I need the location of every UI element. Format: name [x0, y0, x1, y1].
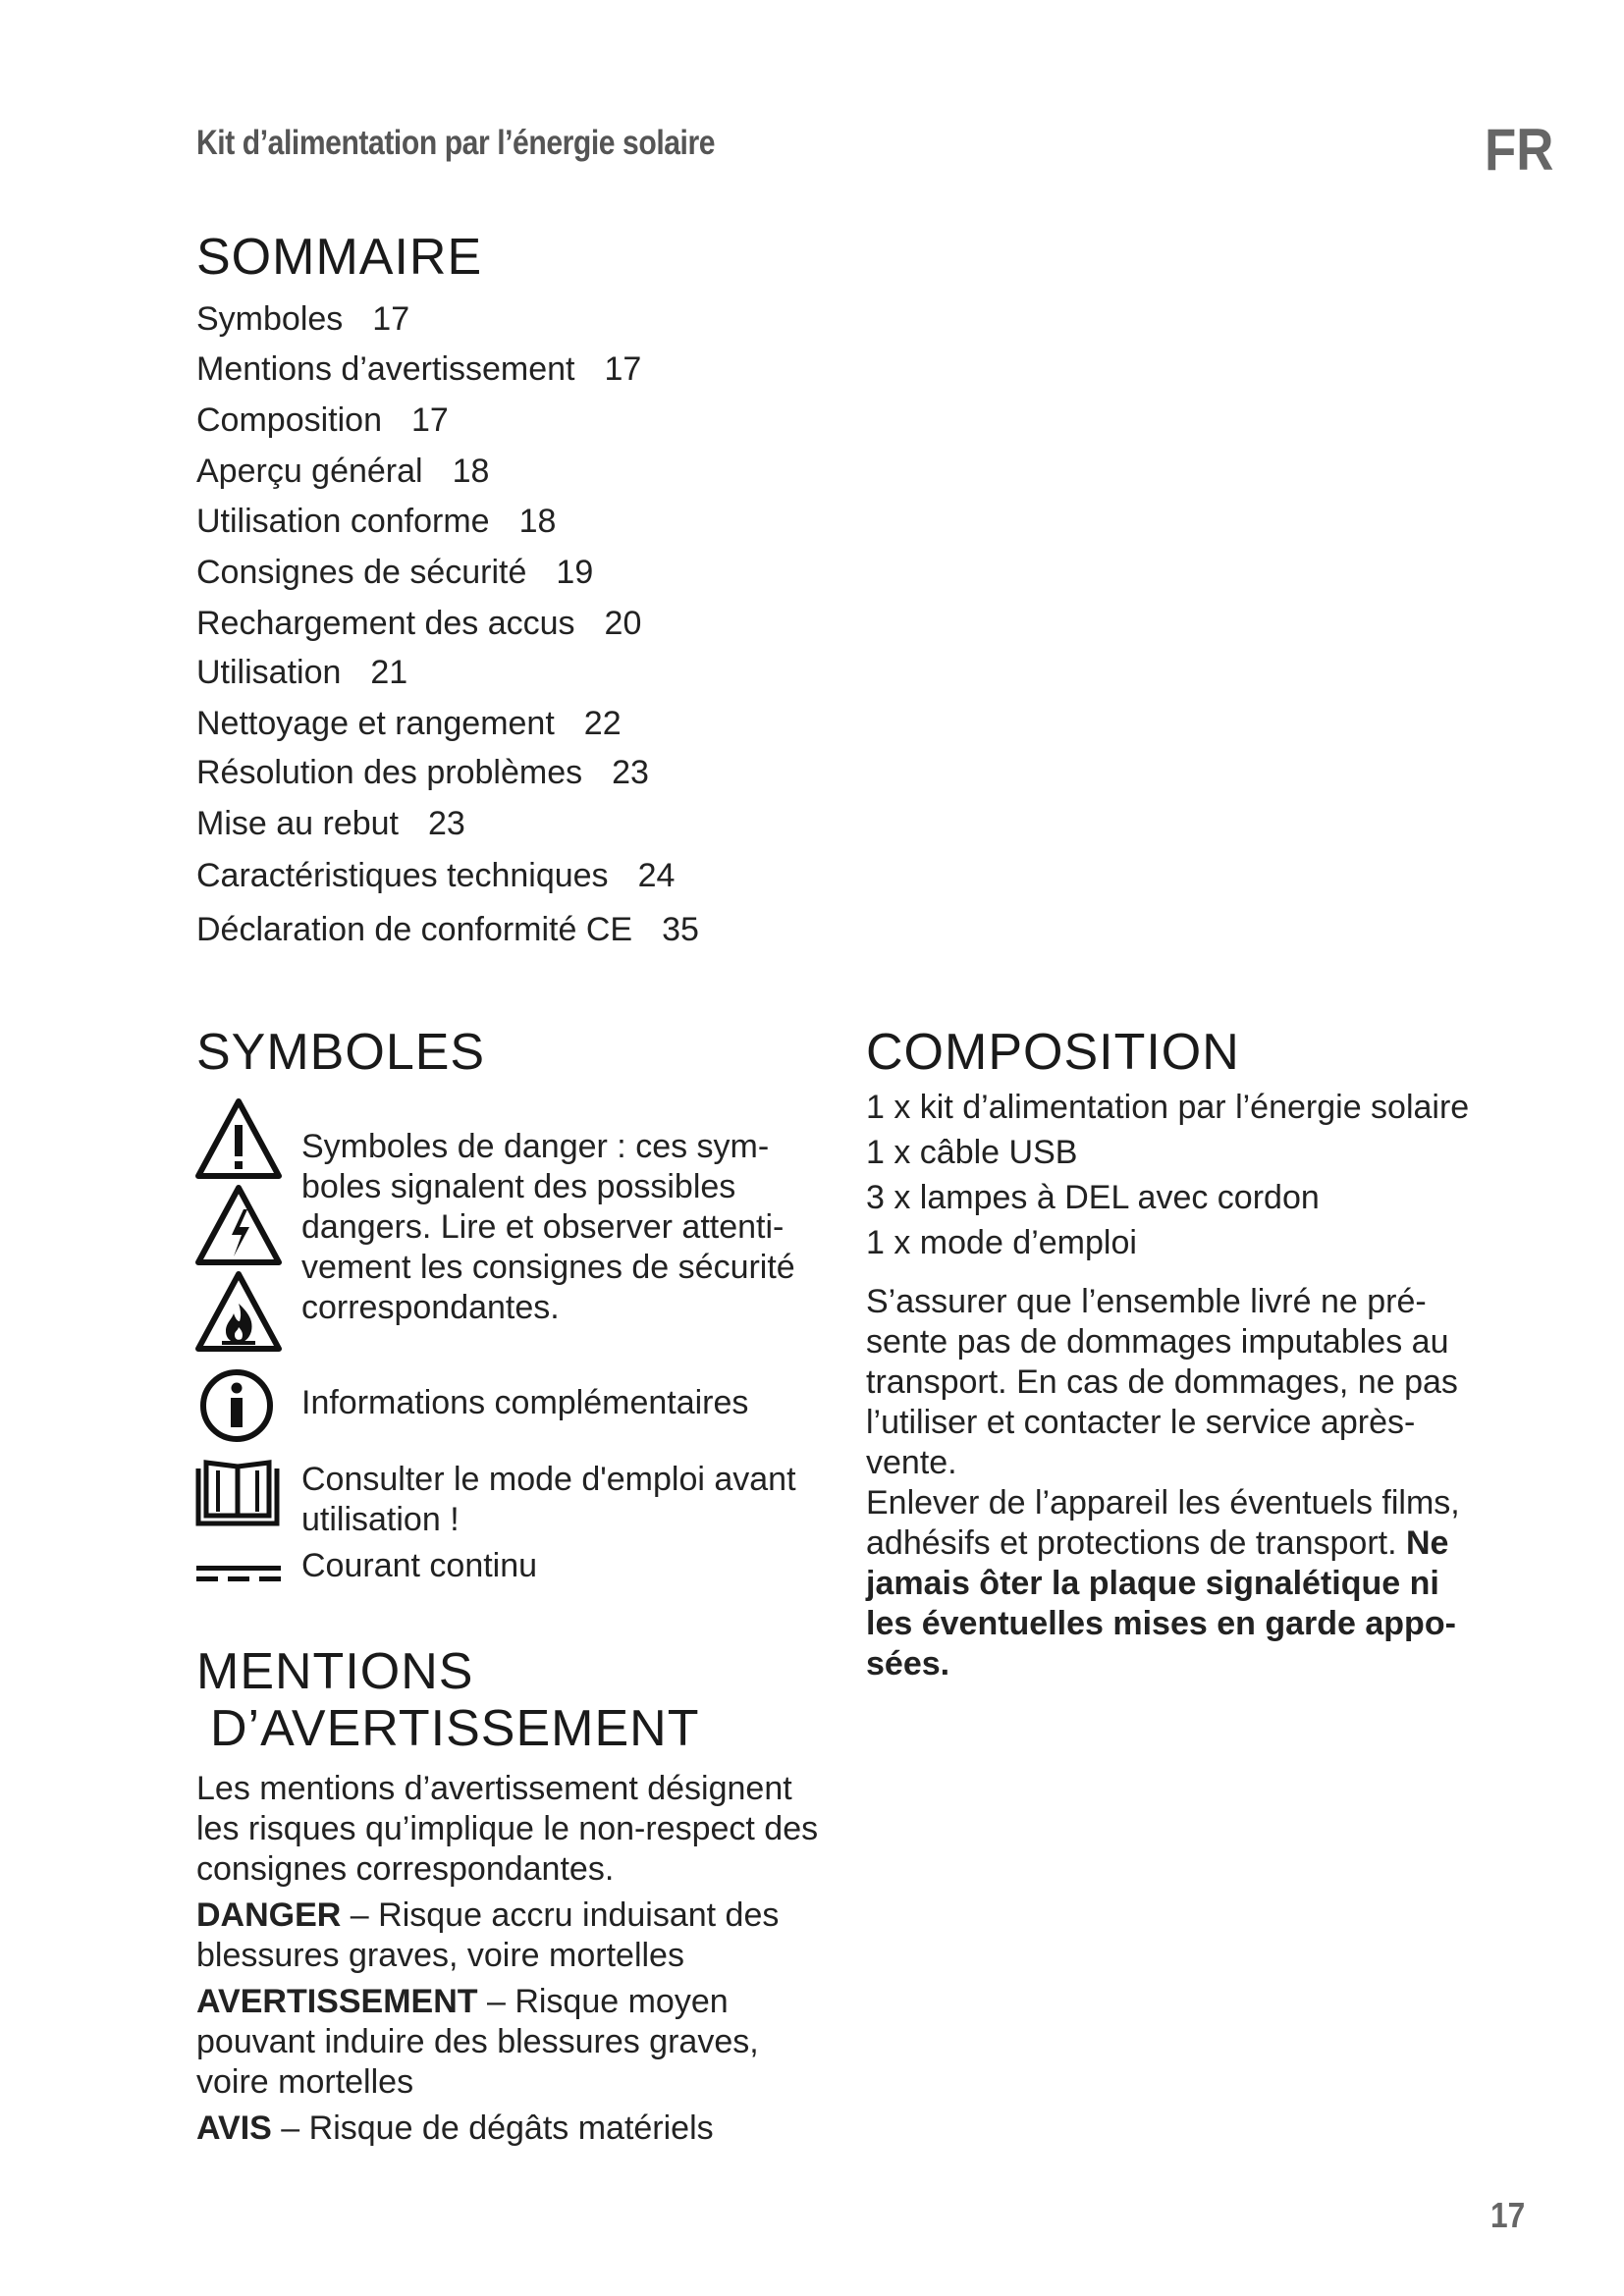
avertissement-definition: AVERTISSEMENT – Risque moyen — [196, 1983, 729, 2020]
danger-definition: DANGER – Risque accru induisant des — [196, 1896, 780, 1934]
danger-symbols-text: Symboles de danger : ces sym- boles signalent des possibles dangers. Lire et observer attenti- vement les consignes de sécurité correspondantes. — [301, 1128, 795, 1326]
toc-item[interactable]: Symboles 17 — [196, 300, 410, 338]
composition-heading: COMPOSITION — [866, 1024, 1240, 1081]
toc-item[interactable]: Mise au rebut 23 — [196, 805, 465, 842]
book-icon — [194, 1459, 281, 1529]
toc-item[interactable]: Résolution des problèmes 23 — [196, 754, 649, 791]
toc-item[interactable]: Déclaration de conformité CE 35 — [196, 911, 699, 948]
toc-item[interactable]: Caractéristiques techniques 24 — [196, 857, 676, 894]
composition-list — [866, 1085, 1553, 1265]
list-item: 3 x lampes à DEL avec cordon — [866, 1179, 1320, 1216]
list-item: 1 x câble USB — [866, 1134, 1078, 1171]
document-title: Kit d’alimentation par l’énergie solaire — [196, 124, 716, 162]
warning-triangle-icon — [198, 1101, 279, 1176]
toc-item[interactable]: Rechargement des accus 20 — [196, 605, 642, 642]
toc-item[interactable]: Mentions d’avertissement 17 — [196, 350, 642, 388]
toc-item[interactable]: Utilisation conforme 18 — [196, 503, 557, 540]
toc-item[interactable]: Aperçu général 18 — [196, 453, 490, 490]
toc-item[interactable]: Nettoyage et rangement 22 — [196, 705, 622, 742]
page-number: 17 — [1490, 2195, 1526, 2235]
manual-text: Consulter le mode d'emploi avant utilisation ! — [301, 1461, 796, 1538]
toc-item[interactable]: Utilisation 21 — [196, 654, 408, 691]
info-text: Informations complémentaires — [301, 1384, 749, 1421]
fire-hazard-icon — [198, 1274, 279, 1349]
direct-current-icon — [196, 1564, 281, 1583]
language-code: FR — [1485, 117, 1554, 183]
symbols-heading: SYMBOLES — [196, 1024, 486, 1081]
toc-item[interactable]: Composition 17 — [196, 401, 449, 439]
info-icon — [198, 1367, 275, 1444]
dc-text: Courant continu — [301, 1547, 538, 1584]
electric-hazard-icon — [198, 1188, 279, 1262]
list-item: 1 x mode d’emploi — [866, 1224, 1137, 1261]
toc-heading: SOMMAIRE — [196, 229, 483, 286]
toc-item[interactable]: Consignes de sécurité 19 — [196, 554, 594, 591]
avis-definition: AVIS – Risque de dégâts matériels — [196, 2109, 714, 2147]
warnings-body: Les mentions d’avertissement désignent les risques qu’implique le non-respect des consignes correspondantes. DANGER – Risque accru induisant des blessures graves, voire mortelles AVERTISSEMENT – Risque moyen pouvant induire des blessures graves, voire mortelles AVIS – Risque de dégâts matériels — [196, 1769, 844, 2149]
composition-instructions: S’assurer que l’ensemble livré ne pré- sente pas de dommages imputables au transport. En cas de dommages, ne pas l’utiliser et contacter le service après- vente. Enlever de l’appareil les éventuels films, adhésifs et protections de transport. Ne jamais ôter la plaque signalétique ni les éventuelles mises en garde appo- sées. — [866, 1283, 1460, 1682]
list-item: 1 x kit d’alimentation par l’énergie solaire — [866, 1089, 1470, 1126]
danger-symbols — [194, 1097, 283, 1355]
warnings-heading: MENTIONS D’AVERTISSEMENT — [196, 1643, 700, 1757]
